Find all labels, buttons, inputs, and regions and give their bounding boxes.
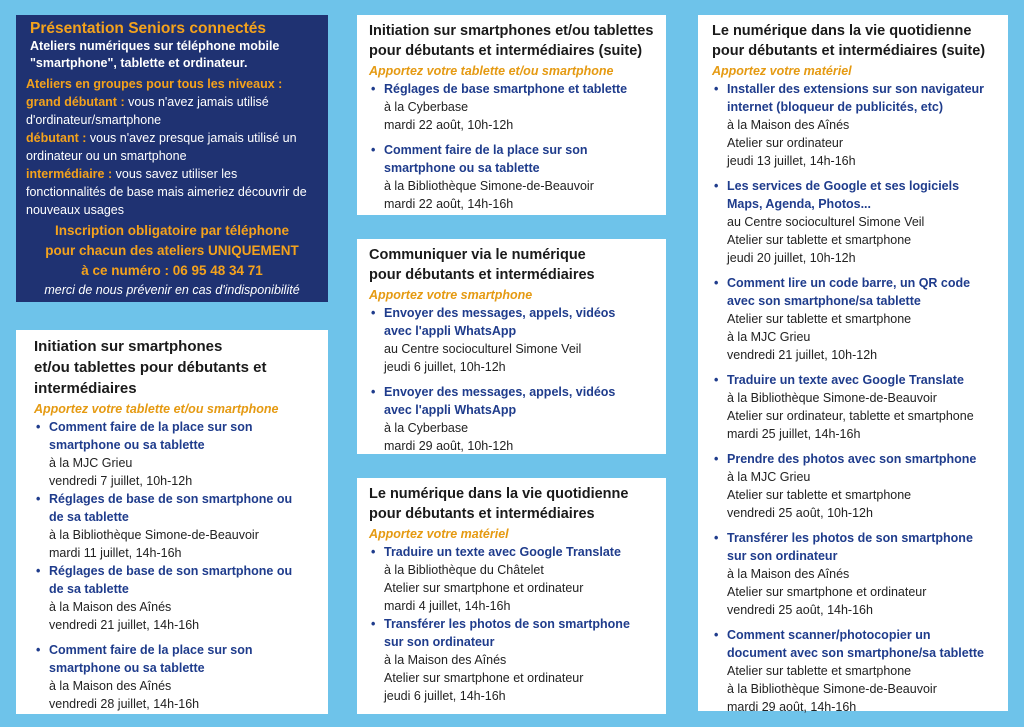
intro-note: merci de nous prévenir en cas d'indisponibilité xyxy=(44,283,300,297)
card-communiquer xyxy=(357,239,666,454)
card-quotidien xyxy=(357,478,666,714)
workshop-item: • Traduire un texte avec Google Translate à la Bibliothèque du Châtelet Atelier sur smartphone et ordinateur mardi 4 juillet, 14h-16h xyxy=(369,543,656,615)
workshop-item: • Les services de Google et ses logiciels Maps, Agenda, Photos... au Centre socioculturel Simone Veil Atelier sur tablette et smartphone jeudi 20 juillet, 10h-12h xyxy=(712,177,1000,267)
bring-note: Apportez votre smartphone xyxy=(369,288,533,302)
workshop-title: Comment faire de la place sur son smartphone ou sa tablette xyxy=(49,643,253,675)
workshop-item: • Installer des extensions sur son navigateur internet (bloqueur de publicités, etc) à la Maison des Aînés Atelier sur ordinateur jeudi 13 juillet, 14h-16h xyxy=(712,80,1000,170)
workshop-list xyxy=(34,418,314,713)
card-title: Initiation sur smartphones et/ou tablettes pour débutants et intermédiaires (suite) xyxy=(369,23,654,59)
workshop-item: • Traduire un texte avec Google Translate à la Bibliothèque Simone-de-Beauvoir Atelier sur ordinateur, tablette et smartphone mardi 25 juillet, 14h-16h xyxy=(712,371,1000,443)
level-3-label: intermédiaire : xyxy=(26,167,113,181)
intro-call-1: Inscription obligatoire par téléphone xyxy=(54,223,290,238)
workshop-title: Comment scanner/photocopier un document avec son smartphone/sa tablette xyxy=(727,628,985,660)
workshop-item: • Réglages de base de son smartphone ou de sa tablette à la Maison des Aînés vendredi 21 juillet, 14h-16h xyxy=(34,562,314,634)
intro-phone: à ce numéro : 06 95 48 34 71 xyxy=(81,263,263,278)
level-2-label: débutant : xyxy=(26,131,87,145)
workshop-item: • Transférer les photos de son smartphone sur son ordinateur à la Maison des Aînés Atelier sur smartphone et ordinateur jeudi 6 juillet, 14h-16h xyxy=(369,615,656,705)
workshop-title: Installer des extensions sur son navigateur internet (bloqueur de publicités, etc) xyxy=(727,82,985,114)
workshop-item: • Comment faire de la place sur son smartphone ou sa tablette à la Maison des Aînés vendredi 28 juillet, 14h-16h xyxy=(34,641,314,713)
workshop-title: Comment lire un code barre, un QR code avec son smartphone/sa tablette xyxy=(727,276,971,308)
card-title: Le numérique dans la vie quotidienne pour débutants et intermédiaires (suite) xyxy=(712,23,986,59)
card-title: Communiquer via le numérique pour débutants et intermédiaires xyxy=(369,247,595,283)
level-3-text: vous savez utiliser les fonctionnalités de base mais aimeriez découvrir de nouveaux usages xyxy=(26,167,307,217)
workshop-title: Comment faire de la place sur son smartphone ou sa tablette xyxy=(49,420,253,452)
workshop-list xyxy=(369,543,656,705)
intro-call-2: pour chacun des ateliers UNIQUEMENT xyxy=(45,243,299,258)
intro-level-2 xyxy=(26,129,318,165)
workshop-title: Réglages de base smartphone et tablette xyxy=(384,82,628,96)
workshop-title: Réglages de base de son smartphone ou de sa tablette xyxy=(49,492,293,524)
workshop-list xyxy=(369,80,656,213)
workshop-title: Transférer les photos de son smartphone sur son ordinateur xyxy=(384,617,630,649)
workshop-title: Prendre des photos avec son smartphone xyxy=(727,452,977,466)
level-1-label: grand débutant : xyxy=(26,95,125,109)
bring-note: Apportez votre matériel xyxy=(712,64,852,78)
card-title: Le numérique dans la vie quotidienne pour débutants et intermédiaires xyxy=(369,486,629,522)
workshop-item: • Comment lire un code barre, un QR code avec son smartphone/sa tablette Atelier sur tablette et smartphone à la MJC Grieu vendredi 21 juillet, 10h-12h xyxy=(712,274,1000,364)
card-initiation xyxy=(16,330,328,714)
card-initiation-suite xyxy=(357,15,666,215)
workshop-list xyxy=(369,304,656,455)
workshop-item: • Envoyer des messages, appels, vidéos avec l'appli WhatsApp à la Cyberbase mardi 29 août, 10h-12h xyxy=(369,383,656,455)
workshop-list xyxy=(712,80,1000,716)
workshop-title: Transférer les photos de son smartphone sur son ordinateur xyxy=(727,531,973,563)
intro-level-1 xyxy=(26,93,318,129)
card-quotidien-suite xyxy=(698,15,1008,714)
workshop-item: • Comment faire de la place sur son smartphone ou sa tablette à la Bibliothèque Simone-de-Beauvoir mardi 22 août, 14h-16h xyxy=(369,141,656,213)
workshop-item: • Réglages de base smartphone et tablette à la Cyberbase mardi 22 août, 10h-12h xyxy=(369,80,656,134)
intro-panel xyxy=(16,15,328,302)
workshop-item: • Réglages de base de son smartphone ou de sa tablette à la Bibliothèque Simone-de-Beauvoir mardi 11 juillet, 14h-16h xyxy=(34,490,314,562)
bring-note: Apportez votre tablette et/ou smartphone xyxy=(369,64,614,78)
workshop-title: Envoyer des messages, appels, vidéos avec l'appli WhatsApp xyxy=(384,385,616,417)
level-2-text: vous n'avez presque jamais utilisé un ordinateur ou un smartphone xyxy=(26,131,297,163)
workshop-title: Comment faire de la place sur son smartphone ou sa tablette xyxy=(384,143,588,175)
intro-subtitle-2: "smartphone", tablette et ordinateur. xyxy=(30,56,248,70)
workshop-title: Les services de Google et ses logiciels Maps, Agenda, Photos... xyxy=(727,179,960,211)
level-1-text: vous n'avez jamais utilisé d'ordinateur/smartphone xyxy=(26,95,269,127)
intro-groups: Ateliers en groupes pour tous les niveaux : xyxy=(26,77,283,91)
workshop-item: • Envoyer des messages, appels, vidéos avec l'appli WhatsApp au Centre socioculturel Simone Veil jeudi 6 juillet, 10h-12h xyxy=(369,304,656,376)
intro-subtitle-1: Ateliers numériques sur téléphone mobile xyxy=(30,39,280,53)
workshop-title: Envoyer des messages, appels, vidéos avec l'appli WhatsApp xyxy=(384,306,616,338)
card-title: Initiation sur smartphones et/ou tablettes pour débutants et intermédiaires xyxy=(34,338,267,397)
bring-note: Apportez votre matériel xyxy=(369,527,509,541)
workshop-item: • Comment faire de la place sur son smartphone ou sa tablette à la MJC Grieu vendredi 7 juillet, 10h-12h xyxy=(34,418,314,490)
workshop-title: Traduire un texte avec Google Translate xyxy=(727,373,964,387)
bring-note: Apportez votre tablette et/ou smartphone xyxy=(34,402,279,416)
workshop-title: Réglages de base de son smartphone ou de sa tablette xyxy=(49,564,293,596)
workshop-item: • Comment scanner/photocopier un document avec son smartphone/sa tablette Atelier sur tablette et smartphone à la Bibliothèque Simone-de-Beauvoir mardi 29 août, 14h-16h xyxy=(712,626,1000,716)
workshop-item: • Transférer les photos de son smartphone sur son ordinateur à la Maison des Aînés Atelier sur smartphone et ordinateur vendredi 25 août, 14h-16h xyxy=(712,529,1000,619)
intro-title: Présentation Seniors connectés xyxy=(30,20,267,37)
workshop-item: • Prendre des photos avec son smartphone à la MJC Grieu Atelier sur tablette et smartphone vendredi 25 août, 10h-12h xyxy=(712,450,1000,522)
workshop-title: Traduire un texte avec Google Translate xyxy=(384,545,621,559)
intro-level-3 xyxy=(26,165,318,219)
